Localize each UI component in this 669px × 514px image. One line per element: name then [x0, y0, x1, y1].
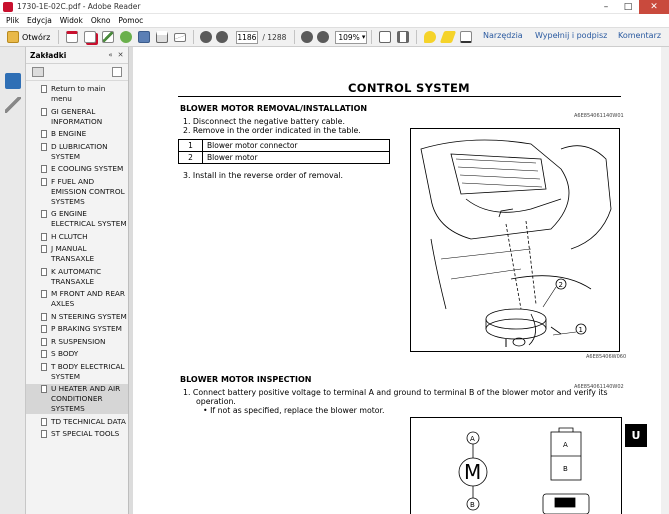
bookmark-item[interactable]: [26, 362, 128, 382]
bookmark-page-icon: [41, 165, 47, 173]
bookmark-label: H CLUTCH: [51, 231, 88, 241]
bookmark-item[interactable]: [26, 107, 128, 127]
bookmark-item-selected[interactable]: [26, 384, 128, 414]
bookmark-label: U HEATER AND AIR CONDITIONER SYSTEMS: [51, 384, 121, 413]
bookmark-page-icon: [41, 268, 47, 276]
navigation-strip: [0, 47, 26, 514]
bookmark-page-icon: [41, 418, 47, 426]
minus-circle-icon: [301, 31, 313, 43]
bookmark-page-icon: [41, 313, 47, 321]
bookmark-page-icon: [41, 245, 47, 253]
edit-button[interactable]: [99, 29, 117, 45]
removal-heading: BLOWER MOTOR REMOVAL/INSTALLATION: [180, 104, 368, 113]
bookmark-label: J MANUAL TRANSAXLE: [51, 244, 95, 263]
table-row: [179, 140, 390, 152]
cloud-upload-icon: [120, 31, 132, 43]
bookmark-item[interactable]: [26, 164, 128, 174]
minimize-button[interactable]: –: [603, 2, 609, 12]
inspection-step-1-cont: operation.: [196, 397, 236, 406]
expand-bookmark-icon[interactable]: [112, 67, 122, 77]
bookmark-options-icon[interactable]: [32, 67, 44, 77]
bookmarks-toolbar: [26, 64, 128, 81]
fit-page-button[interactable]: [376, 29, 394, 45]
blower-removal-figure: [410, 128, 620, 352]
bookmark-label: G ENGINE ELECTRICAL SYSTEM: [51, 209, 127, 228]
toolbar-separator: [294, 30, 295, 44]
plus-circle-icon: [317, 31, 329, 43]
bookmark-label: K AUTOMATIC TRANSAXLE: [51, 266, 102, 286]
bookmark-label: R SUSPENSION: [51, 336, 106, 346]
figure-code: A6E85406W060: [586, 354, 627, 360]
removal-step-1: 1. Disconnect the negative battery cable.: [183, 117, 345, 126]
adobe-reader-icon: [3, 2, 13, 12]
bookmarks-panel-title: Zakładki: [30, 50, 67, 60]
bookmark-label: F FUEL AND EMISSION CONTROL SYSTEMS: [51, 176, 125, 206]
terminal-b-label: B: [470, 501, 475, 509]
menu-view[interactable]: Widok: [59, 16, 83, 25]
fill-sign-link[interactable]: Wypełnij i podpisz: [535, 31, 608, 40]
toolbar-separator: [371, 30, 372, 44]
section-side-tab: U: [625, 424, 647, 447]
create-pdf-button[interactable]: [63, 29, 81, 45]
bookmark-item[interactable]: [26, 209, 128, 229]
table-row: [179, 152, 390, 164]
menu-edit[interactable]: Edycja: [27, 16, 52, 25]
bookmark-item[interactable]: [26, 244, 128, 264]
removal-code: A6E854061140W01: [574, 113, 624, 119]
fit-page-icon: [379, 31, 391, 43]
bookmark-item[interactable]: [26, 177, 128, 207]
menu-bar: [0, 14, 669, 27]
bookmark-label: ST SPECIAL TOOLS: [51, 429, 120, 438]
previous-page-button[interactable]: [198, 29, 214, 45]
document-page[interactable]: [133, 47, 669, 514]
comment-button[interactable]: [421, 29, 439, 45]
arrow-up-icon: [200, 31, 212, 43]
toolbar: [0, 27, 669, 47]
removal-step-3: 3. Install in the reverse order of removal.: [183, 171, 344, 180]
bookmark-item[interactable]: [26, 417, 128, 427]
bookmark-page-icon: [41, 108, 47, 116]
page-total: / 1288: [262, 32, 287, 42]
window-title: 1730-1E-02C.pdf - Adobe Reader: [17, 2, 141, 11]
comment-link[interactable]: Komentarz: [618, 31, 662, 40]
title-bar: [0, 0, 669, 14]
email-button[interactable]: [171, 29, 189, 45]
bookmark-page-icon: [41, 178, 47, 186]
bookmark-page-icon: [41, 210, 47, 218]
bookmark-label: S BODY: [51, 349, 79, 358]
bookmark-page-icon: [41, 430, 47, 438]
bookmark-label: T BODY ELECTRICAL SYSTEM: [51, 361, 125, 381]
bookmark-page-icon: [41, 338, 47, 346]
folder-icon: [7, 31, 19, 43]
connector-b-label: B: [563, 465, 568, 473]
fit-width-icon: [397, 31, 409, 43]
bookmark-item[interactable]: [26, 312, 128, 322]
bookmark-item[interactable]: [26, 267, 128, 287]
toolbar-separator: [416, 30, 417, 44]
bookmarks-panel: [26, 47, 129, 514]
arrow-down-icon: [216, 31, 228, 43]
printer-icon: [156, 31, 168, 43]
sign-icon: [460, 31, 472, 43]
open-button[interactable]: [3, 29, 54, 45]
save-icon: [138, 31, 150, 43]
sign-button[interactable]: [457, 29, 475, 45]
fit-width-button[interactable]: [394, 29, 412, 45]
save-button[interactable]: [135, 29, 153, 45]
collapse-panel-icon[interactable]: «: [108, 51, 113, 59]
callout-1-label: 1: [578, 326, 583, 334]
page-title: CONTROL SYSTEM: [348, 81, 470, 95]
callout-2-label: 2: [558, 281, 563, 289]
zoom-in-button[interactable]: [315, 29, 331, 45]
blower-removal-drawing: [411, 129, 619, 351]
bookmark-label: GI GENERAL INFORMATION: [51, 106, 103, 126]
zoom-select[interactable]: 109% ▾: [335, 31, 367, 44]
motor-inspection-figure: [410, 417, 622, 514]
highlighter-icon: [440, 31, 456, 43]
close-panel-icon[interactable]: ✕: [117, 51, 124, 59]
bookmark-label: E COOLING SYSTEM: [51, 164, 124, 173]
pencil-icon: [102, 31, 114, 43]
open-button-label: Otwórz: [22, 32, 51, 42]
inspection-step-1: 1. Connect battery positive voltage to terminal A and ground to terminal B of the blower motor and verify its: [183, 388, 608, 397]
vertical-scrollbar[interactable]: [661, 47, 669, 514]
bookmark-page-icon: [41, 363, 47, 371]
bookmark-page-icon: [41, 385, 47, 393]
zoom-out-button[interactable]: [299, 29, 315, 45]
tools-link[interactable]: Narzędzia: [483, 31, 523, 40]
motor-inspection-drawing: [411, 418, 621, 514]
bookmark-item[interactable]: [26, 84, 128, 104]
bookmark-label: Return to main menu: [51, 84, 106, 103]
bookmark-item[interactable]: [26, 429, 128, 439]
upload-button[interactable]: [117, 29, 135, 45]
bookmarks-panel-header: [26, 47, 128, 64]
table-cell-num: 1: [179, 140, 203, 152]
create-pdf-icon: [66, 31, 78, 43]
title-rule: [178, 96, 621, 97]
close-button[interactable]: ✕: [639, 0, 669, 14]
maximize-button[interactable]: □: [623, 2, 633, 12]
menu-file[interactable]: Plik: [6, 16, 20, 25]
bookmark-page-icon: [41, 290, 47, 298]
bookmark-label: N STEERING SYSTEM: [51, 311, 127, 321]
highlight-button[interactable]: [439, 29, 457, 45]
bookmark-item[interactable]: [26, 142, 128, 162]
terminal-a-label: A: [470, 435, 475, 443]
bookmark-label: D LUBRICATION SYSTEM: [51, 141, 108, 161]
bookmark-list: [26, 81, 128, 439]
menu-window[interactable]: Okno: [90, 16, 111, 25]
print-button[interactable]: [153, 29, 171, 45]
bookmark-label: B ENGINE: [51, 129, 87, 138]
window-controls: [595, 0, 669, 14]
bookmark-page-icon: [41, 130, 47, 138]
table-cell-part: Blower motor: [203, 152, 390, 164]
envelope-icon: [174, 33, 186, 42]
inspection-heading: BLOWER MOTOR INSPECTION: [180, 375, 312, 384]
signature-tab-icon[interactable]: [5, 97, 21, 113]
bookmark-item[interactable]: [26, 349, 128, 359]
bookmark-item[interactable]: [26, 289, 128, 309]
bookmark-page-icon: [41, 143, 47, 151]
bookmark-label: P BRAKING SYSTEM: [51, 324, 122, 333]
bookmark-page-icon: [41, 233, 47, 241]
next-page-button[interactable]: [214, 29, 230, 45]
bookmark-item[interactable]: [26, 337, 128, 347]
bookmark-item[interactable]: [26, 129, 128, 139]
removal-step-2: 2. Remove in the order indicated in the table.: [183, 126, 361, 135]
bookmarks-tab-icon[interactable]: [5, 73, 21, 89]
bookmark-item[interactable]: [26, 232, 128, 242]
table-cell-part: Blower motor connector: [203, 140, 390, 152]
inspection-code: A6E854061140W02: [574, 384, 624, 390]
motor-symbol-label: M: [464, 460, 482, 484]
menu-help[interactable]: Pomoc: [118, 16, 144, 25]
speech-bubble-icon: [424, 31, 436, 43]
parts-table: [178, 139, 390, 164]
bookmark-item[interactable]: [26, 324, 128, 334]
toolbar-separator: [193, 30, 194, 44]
bookmark-label: TD TECHNICAL DATA: [51, 416, 126, 426]
inspection-bullet: • If not as specified, replace the blower motor.: [203, 406, 385, 415]
page-number-input[interactable]: 1186: [237, 32, 257, 42]
bookmark-label: M FRONT AND REAR AXLES: [51, 289, 125, 308]
toolbar-separator: [58, 30, 59, 44]
table-cell-num: 2: [179, 152, 203, 164]
combine-button[interactable]: [81, 29, 99, 45]
bookmark-page-icon: [41, 350, 47, 358]
bookmark-page-icon: [41, 325, 47, 333]
combine-files-icon: [84, 31, 96, 43]
bookmark-page-icon: [41, 85, 47, 93]
connector-a-label: A: [563, 441, 568, 449]
